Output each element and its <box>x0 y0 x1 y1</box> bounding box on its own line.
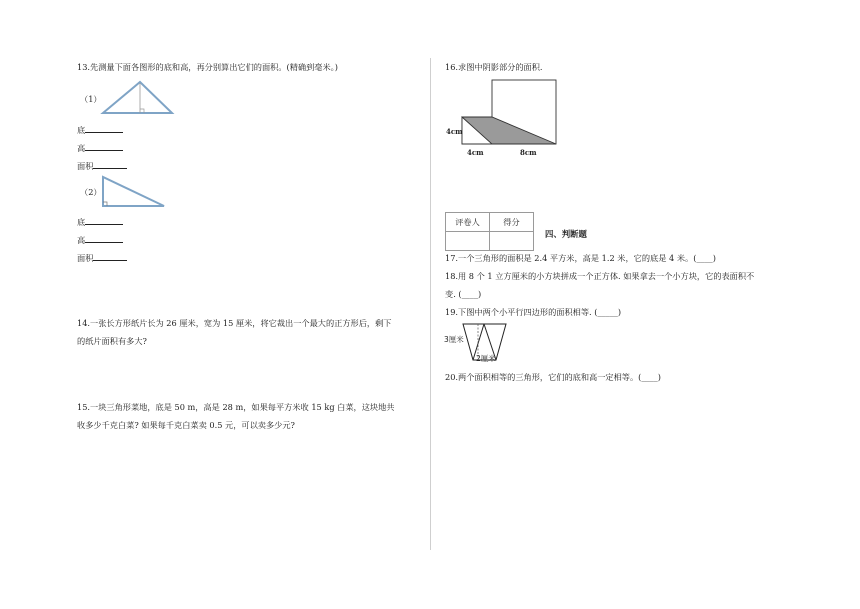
q13-fig1-height <box>77 142 123 154</box>
q13-title: 13.先测量下面各图形的底和高，再分别算出它们的面积。(精确到毫米。) <box>77 62 338 72</box>
q13-fig1-area <box>77 160 127 172</box>
q13-fig2-area <box>77 252 127 264</box>
base-answer-blank[interactable] <box>85 216 123 225</box>
height-label: 高 <box>77 143 86 153</box>
q19: 19.下图中两个小平行四边形的面积相等. (_____) <box>445 307 622 317</box>
height-answer-blank[interactable] <box>85 234 123 243</box>
area-answer-blank[interactable] <box>93 252 127 261</box>
q15-line2: 收多少千克白菜? 如果每千克白菜卖 0.5 元，可以卖多少元? <box>77 420 295 430</box>
height-answer-blank[interactable] <box>85 142 123 151</box>
grader-header: 评卷人 <box>446 213 490 232</box>
area-label: 面积 <box>77 161 94 171</box>
q16-figure <box>462 80 558 150</box>
base-label: 底 <box>77 125 86 135</box>
q17: 17.一个三角形的面积是 2.4 平方米，高是 1.2 米，它的底是 4 米。(____) <box>445 253 716 263</box>
q15-line1: 15.一块三角形菜地，底是 50 m，高是 28 m，如果每平方米收 15 kg 白菜，这块地共 <box>77 402 395 412</box>
score-cell[interactable] <box>490 232 534 251</box>
area-label: 面积 <box>77 253 94 263</box>
q13-fig2-height <box>77 234 123 246</box>
q19-bottom-label: 2厘米 <box>476 354 496 363</box>
triangle-figure-2 <box>100 174 168 210</box>
q16-dim-bottom-right: 8cm <box>520 148 537 157</box>
section-title: 四、判断题 <box>545 229 587 239</box>
q16-dim-left: 4cm <box>446 127 463 136</box>
q16-title: 16.求图中阴影部分的面积. <box>445 62 543 72</box>
q18-line1: 18.用 8 个 1 立方厘米的小方块拼成一个正方体. 如果拿去一个小方块，它的表面积不 <box>445 271 755 281</box>
q13-fig2-base <box>77 216 123 228</box>
q18-line2: 变. (____) <box>445 289 482 299</box>
q14-line1: 14.一张长方形纸片长为 26 厘米，宽为 15 厘米，将它裁出一个最大的正方形后，剩下 <box>77 318 392 328</box>
grade-table <box>445 212 534 251</box>
grader-cell[interactable] <box>446 232 490 251</box>
q13-fig1-base <box>77 124 123 136</box>
height-label: 高 <box>77 235 86 245</box>
q20: 20.两个面积相等的三角形，它们的底和高一定相等。(____) <box>445 372 661 382</box>
q13-fig2-label: （2） <box>80 187 102 197</box>
base-answer-blank[interactable] <box>85 124 123 133</box>
base-label: 底 <box>77 217 86 227</box>
q19-left-label: 3厘米 <box>444 335 464 344</box>
column-divider <box>430 58 431 550</box>
q14-line2: 的纸片面积有多大? <box>77 336 147 346</box>
area-answer-blank[interactable] <box>93 160 127 169</box>
q13-fig1-label: （1） <box>80 94 102 104</box>
triangle-figure-1 <box>100 79 176 117</box>
q16-dim-bottom-left: 4cm <box>467 148 484 157</box>
score-header: 得分 <box>490 213 534 232</box>
